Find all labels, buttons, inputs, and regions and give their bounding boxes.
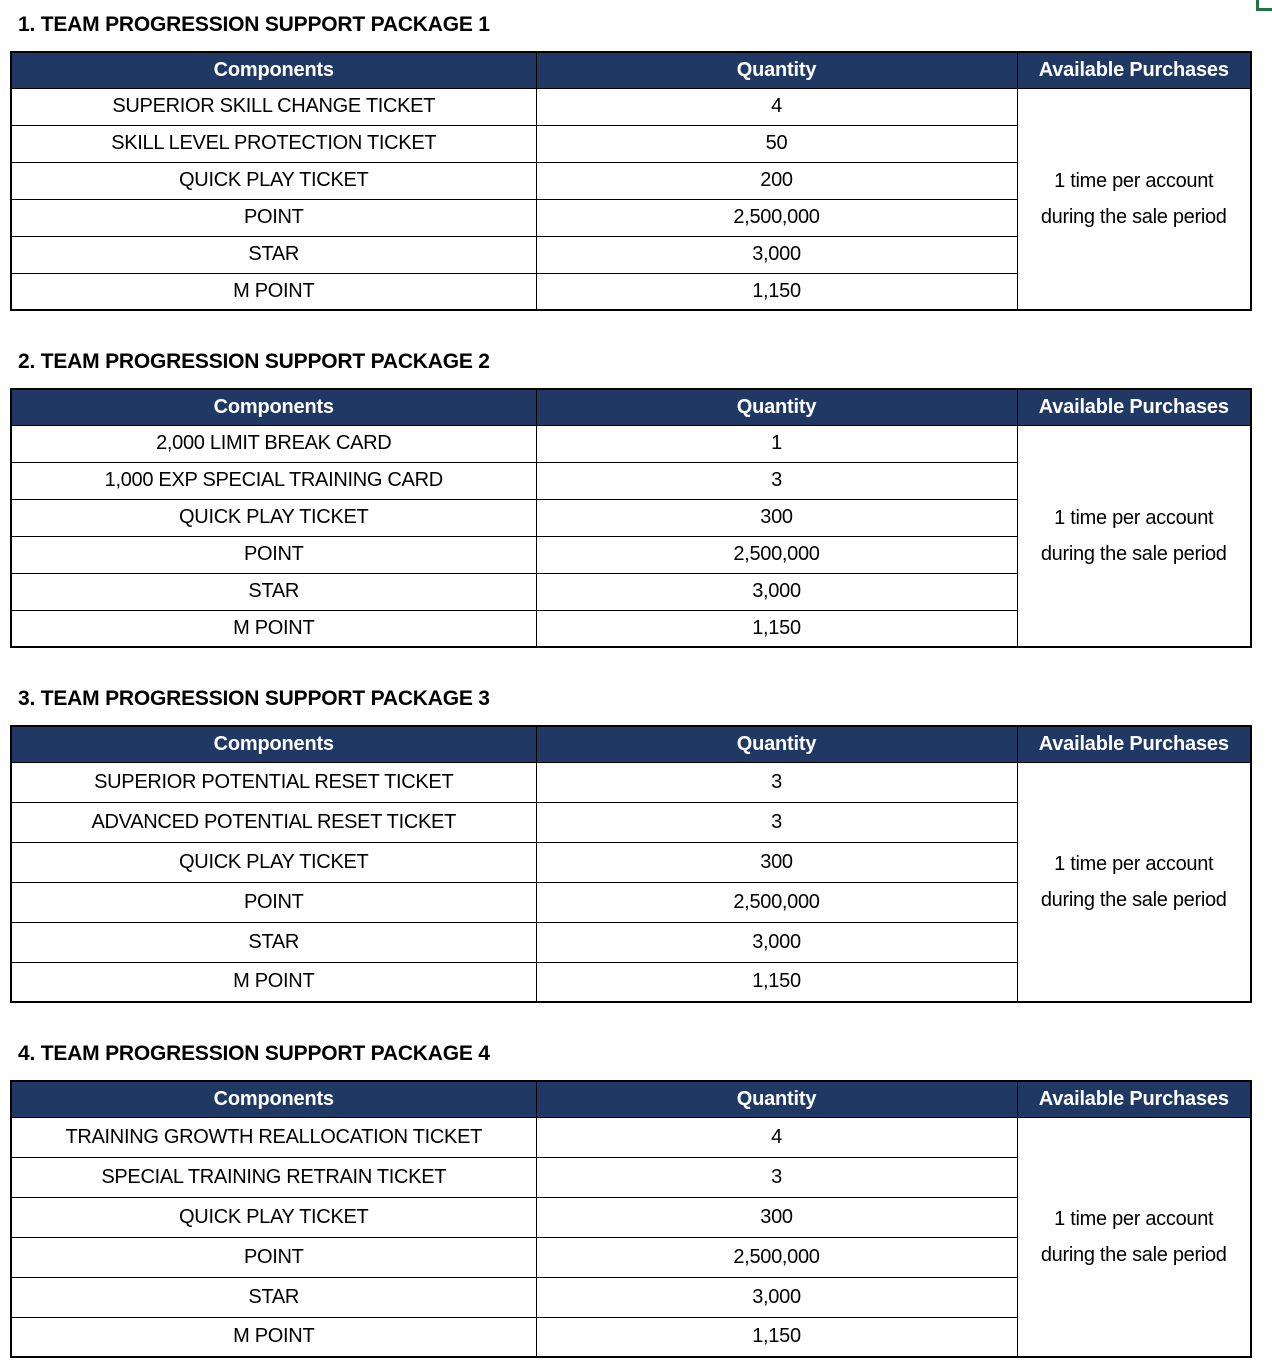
package-table [10,388,1252,648]
available-purchases-cell [1017,762,1251,1002]
package-section [10,12,1250,311]
components-column-header: Components [11,726,536,762]
component-cell: SKILL LEVEL PROTECTION TICKET [11,125,536,162]
available-note-line1: 1 time per account [1054,1207,1214,1230]
component-cell: 1,000 EXP SPECIAL TRAINING CARD [11,462,536,499]
available-note-line2: during the sale period [1040,542,1227,565]
quantity-cell: 2,500,000 [536,1237,1017,1277]
available-note-line1: 1 time per account [1054,506,1214,529]
quantity-cell: 4 [536,88,1017,125]
quantity-cell: 300 [536,499,1017,536]
quantity-cell: 3,000 [536,922,1017,962]
quantity-cell: 3 [536,802,1017,842]
component-cell: SPECIAL TRAINING RETRAIN TICKET [11,1157,536,1197]
component-cell: STAR [11,1277,536,1317]
available-purchases-column-header: Available Purchases [1017,1081,1251,1117]
component-cell: QUICK PLAY TICKET [11,842,536,882]
quantity-column-header: Quantity [536,726,1017,762]
available-note-line2: during the sale period [1040,1243,1227,1266]
quantity-cell: 1,150 [536,962,1017,1002]
quantity-column-header: Quantity [536,1081,1017,1117]
component-cell: M POINT [11,1317,536,1357]
package-table [10,51,1252,311]
quantity-cell: 300 [536,842,1017,882]
table-header-row [11,52,1251,88]
quantity-cell: 2,500,000 [536,882,1017,922]
available-note-line1: 1 time per account [1054,169,1214,192]
quantity-column-header: Quantity [536,389,1017,425]
package-title: 4. TEAM PROGRESSION SUPPORT PACKAGE 4 [18,1042,490,1065]
quantity-cell: 4 [536,1117,1017,1157]
package-title: 1. TEAM PROGRESSION SUPPORT PACKAGE 1 [18,13,490,36]
table-row [11,762,1251,802]
available-purchases-cell [1017,1117,1251,1357]
component-cell: QUICK PLAY TICKET [11,499,536,536]
components-column-header: Components [11,389,536,425]
component-cell: QUICK PLAY TICKET [11,1197,536,1237]
quantity-cell: 300 [536,1197,1017,1237]
component-cell: 2,000 LIMIT BREAK CARD [11,425,536,462]
quantity-cell: 1,150 [536,610,1017,647]
available-note-line1: 1 time per account [1054,852,1214,875]
package-table [10,725,1252,1003]
quantity-column-header: Quantity [536,52,1017,88]
table-row [11,425,1251,462]
available-purchases-column-header: Available Purchases [1017,726,1251,762]
quantity-cell: 50 [536,125,1017,162]
quantity-cell: 1,150 [536,1317,1017,1357]
quantity-cell: 3,000 [536,573,1017,610]
available-note-line2: during the sale period [1040,205,1227,228]
table-row [11,1117,1251,1157]
quantity-cell: 3 [536,762,1017,802]
quantity-cell: 3,000 [536,1277,1017,1317]
quantity-cell: 3 [536,462,1017,499]
component-cell: POINT [11,199,536,236]
component-cell: STAR [11,573,536,610]
component-cell: QUICK PLAY TICKET [11,162,536,199]
table-header-row [11,726,1251,762]
component-cell: STAR [11,922,536,962]
quantity-cell: 1,150 [536,273,1017,310]
components-column-header: Components [11,52,536,88]
component-cell: M POINT [11,273,536,310]
component-cell: POINT [11,1237,536,1277]
package-title: 3. TEAM PROGRESSION SUPPORT PACKAGE 3 [18,687,490,710]
component-cell: STAR [11,236,536,273]
package-section [10,349,1250,648]
component-cell: SUPERIOR POTENTIAL RESET TICKET [11,762,536,802]
table-header-row [11,1081,1251,1117]
selection-corner-mark [1256,0,1272,11]
quantity-cell: 1 [536,425,1017,462]
components-column-header: Components [11,1081,536,1117]
component-cell: M POINT [11,962,536,1002]
component-cell: POINT [11,536,536,573]
available-note-line2: during the sale period [1040,888,1227,911]
component-cell: POINT [11,882,536,922]
available-purchases-cell [1017,425,1251,647]
available-purchases-column-header: Available Purchases [1017,389,1251,425]
table-row [11,88,1251,125]
available-purchases-cell [1017,88,1251,310]
package-table [10,1080,1252,1358]
table-header-row [11,389,1251,425]
available-purchases-column-header: Available Purchases [1017,52,1251,88]
component-cell: TRAINING GROWTH REALLOCATION TICKET [11,1117,536,1157]
component-cell: SUPERIOR SKILL CHANGE TICKET [11,88,536,125]
package-section [10,686,1250,1003]
package-title: 2. TEAM PROGRESSION SUPPORT PACKAGE 2 [18,350,490,373]
component-cell: ADVANCED POTENTIAL RESET TICKET [11,802,536,842]
quantity-cell: 3,000 [536,236,1017,273]
quantity-cell: 2,500,000 [536,199,1017,236]
quantity-cell: 3 [536,1157,1017,1197]
quantity-cell: 200 [536,162,1017,199]
quantity-cell: 2,500,000 [536,536,1017,573]
package-section [10,1041,1250,1358]
component-cell: M POINT [11,610,536,647]
